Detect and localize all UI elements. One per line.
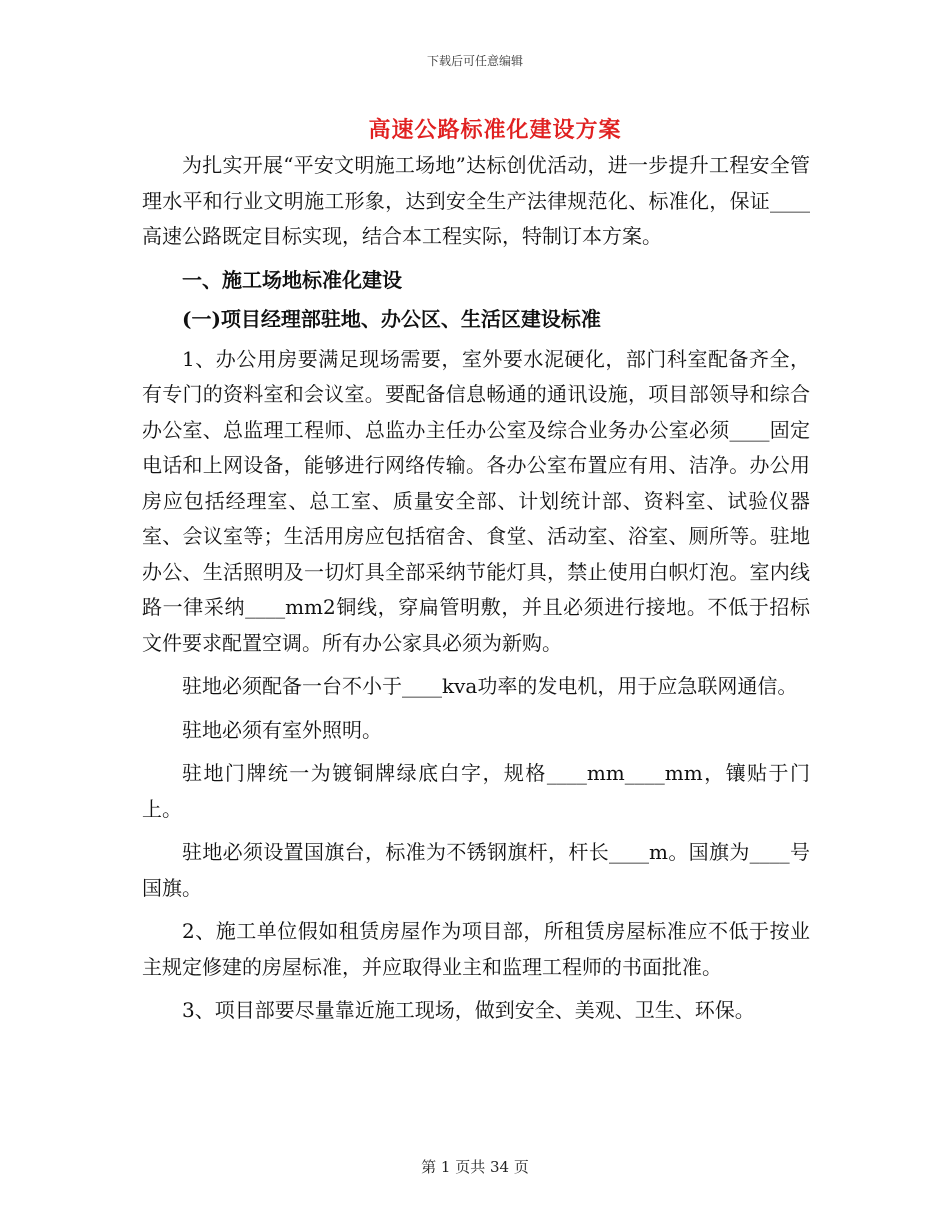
body-paragraph: 2、施工单位假如租赁房屋作为项目部，所租赁房屋标准应不低于按业主规定修建的房屋标准，并应取得业主和监理工程师的书面批准。 [142, 919, 810, 979]
body-paragraph: 3、项目部要尽量靠近施工现场，做到安全、美观、卫生、环保。 [182, 998, 755, 1022]
intro-paragraph: 为扎实开展“平安文明施工场地”达标创优活动，进一步提升工程安全管理水平和行业文明施工形象，达到安全生产法律规范化、标准化，保证____高速公路既定目标实现，结合本工程实际，特制订本方案。 [142, 153, 810, 248]
document-title: 高速公路标准化建设方案 [368, 117, 622, 143]
subsection-heading: (一)项目经理部驻地、办公区、生活区建设标准 [182, 307, 601, 331]
section-heading: 一、施工场地标准化建设 [182, 267, 402, 292]
page-header-note: 下载后可任意编辑 [426, 54, 523, 68]
document-body [142, 148, 810, 1029]
body-paragraph: 驻地必须配备一台不小于____kva功率的发电机，用于应急联网通信。 [182, 674, 798, 698]
body-paragraph: 1、办公用房要满足现场需要，室外要水泥硬化，部门科室配备齐全，有专门的资料室和会议室。要配备信息畅通的通讯设施，项目部领导和综合办公室、总监理工程师、总监办主任办公室及综合业务办公室必须____固定电话和上网设备，能够进行网络传输。各办公室布置应有用、洁净。办公用房应包括经理室、总工室、质量安全部、计划统计部、资料室、试验仪器室、会议室等；生活用房应包括宿舍、食堂、活动室、浴室、厕所等。驻地办公、生活照明及一切灯具全部采纳节能灯具，禁止使用白帜灯泡。室内线路一律采纳____mm2铜线，穿扁管明敷，并且必须进行接地。不低于招标文件要求配置空调。所有办公家具必须为新购。 [142, 346, 810, 655]
body-paragraph: 驻地必须设置国旗台，标准为不锈钢旗杆，杆长____m。国旗为____号国旗。 [142, 840, 810, 900]
page-footer-number: 第 1 页共 34 页 [421, 1158, 529, 1176]
body-paragraph: 驻地必须有室外照明。 [182, 717, 382, 742]
body-paragraph: 驻地门牌统一为镀铜牌绿底白字，规格____mm____mm，镶贴于门上。 [142, 761, 810, 821]
